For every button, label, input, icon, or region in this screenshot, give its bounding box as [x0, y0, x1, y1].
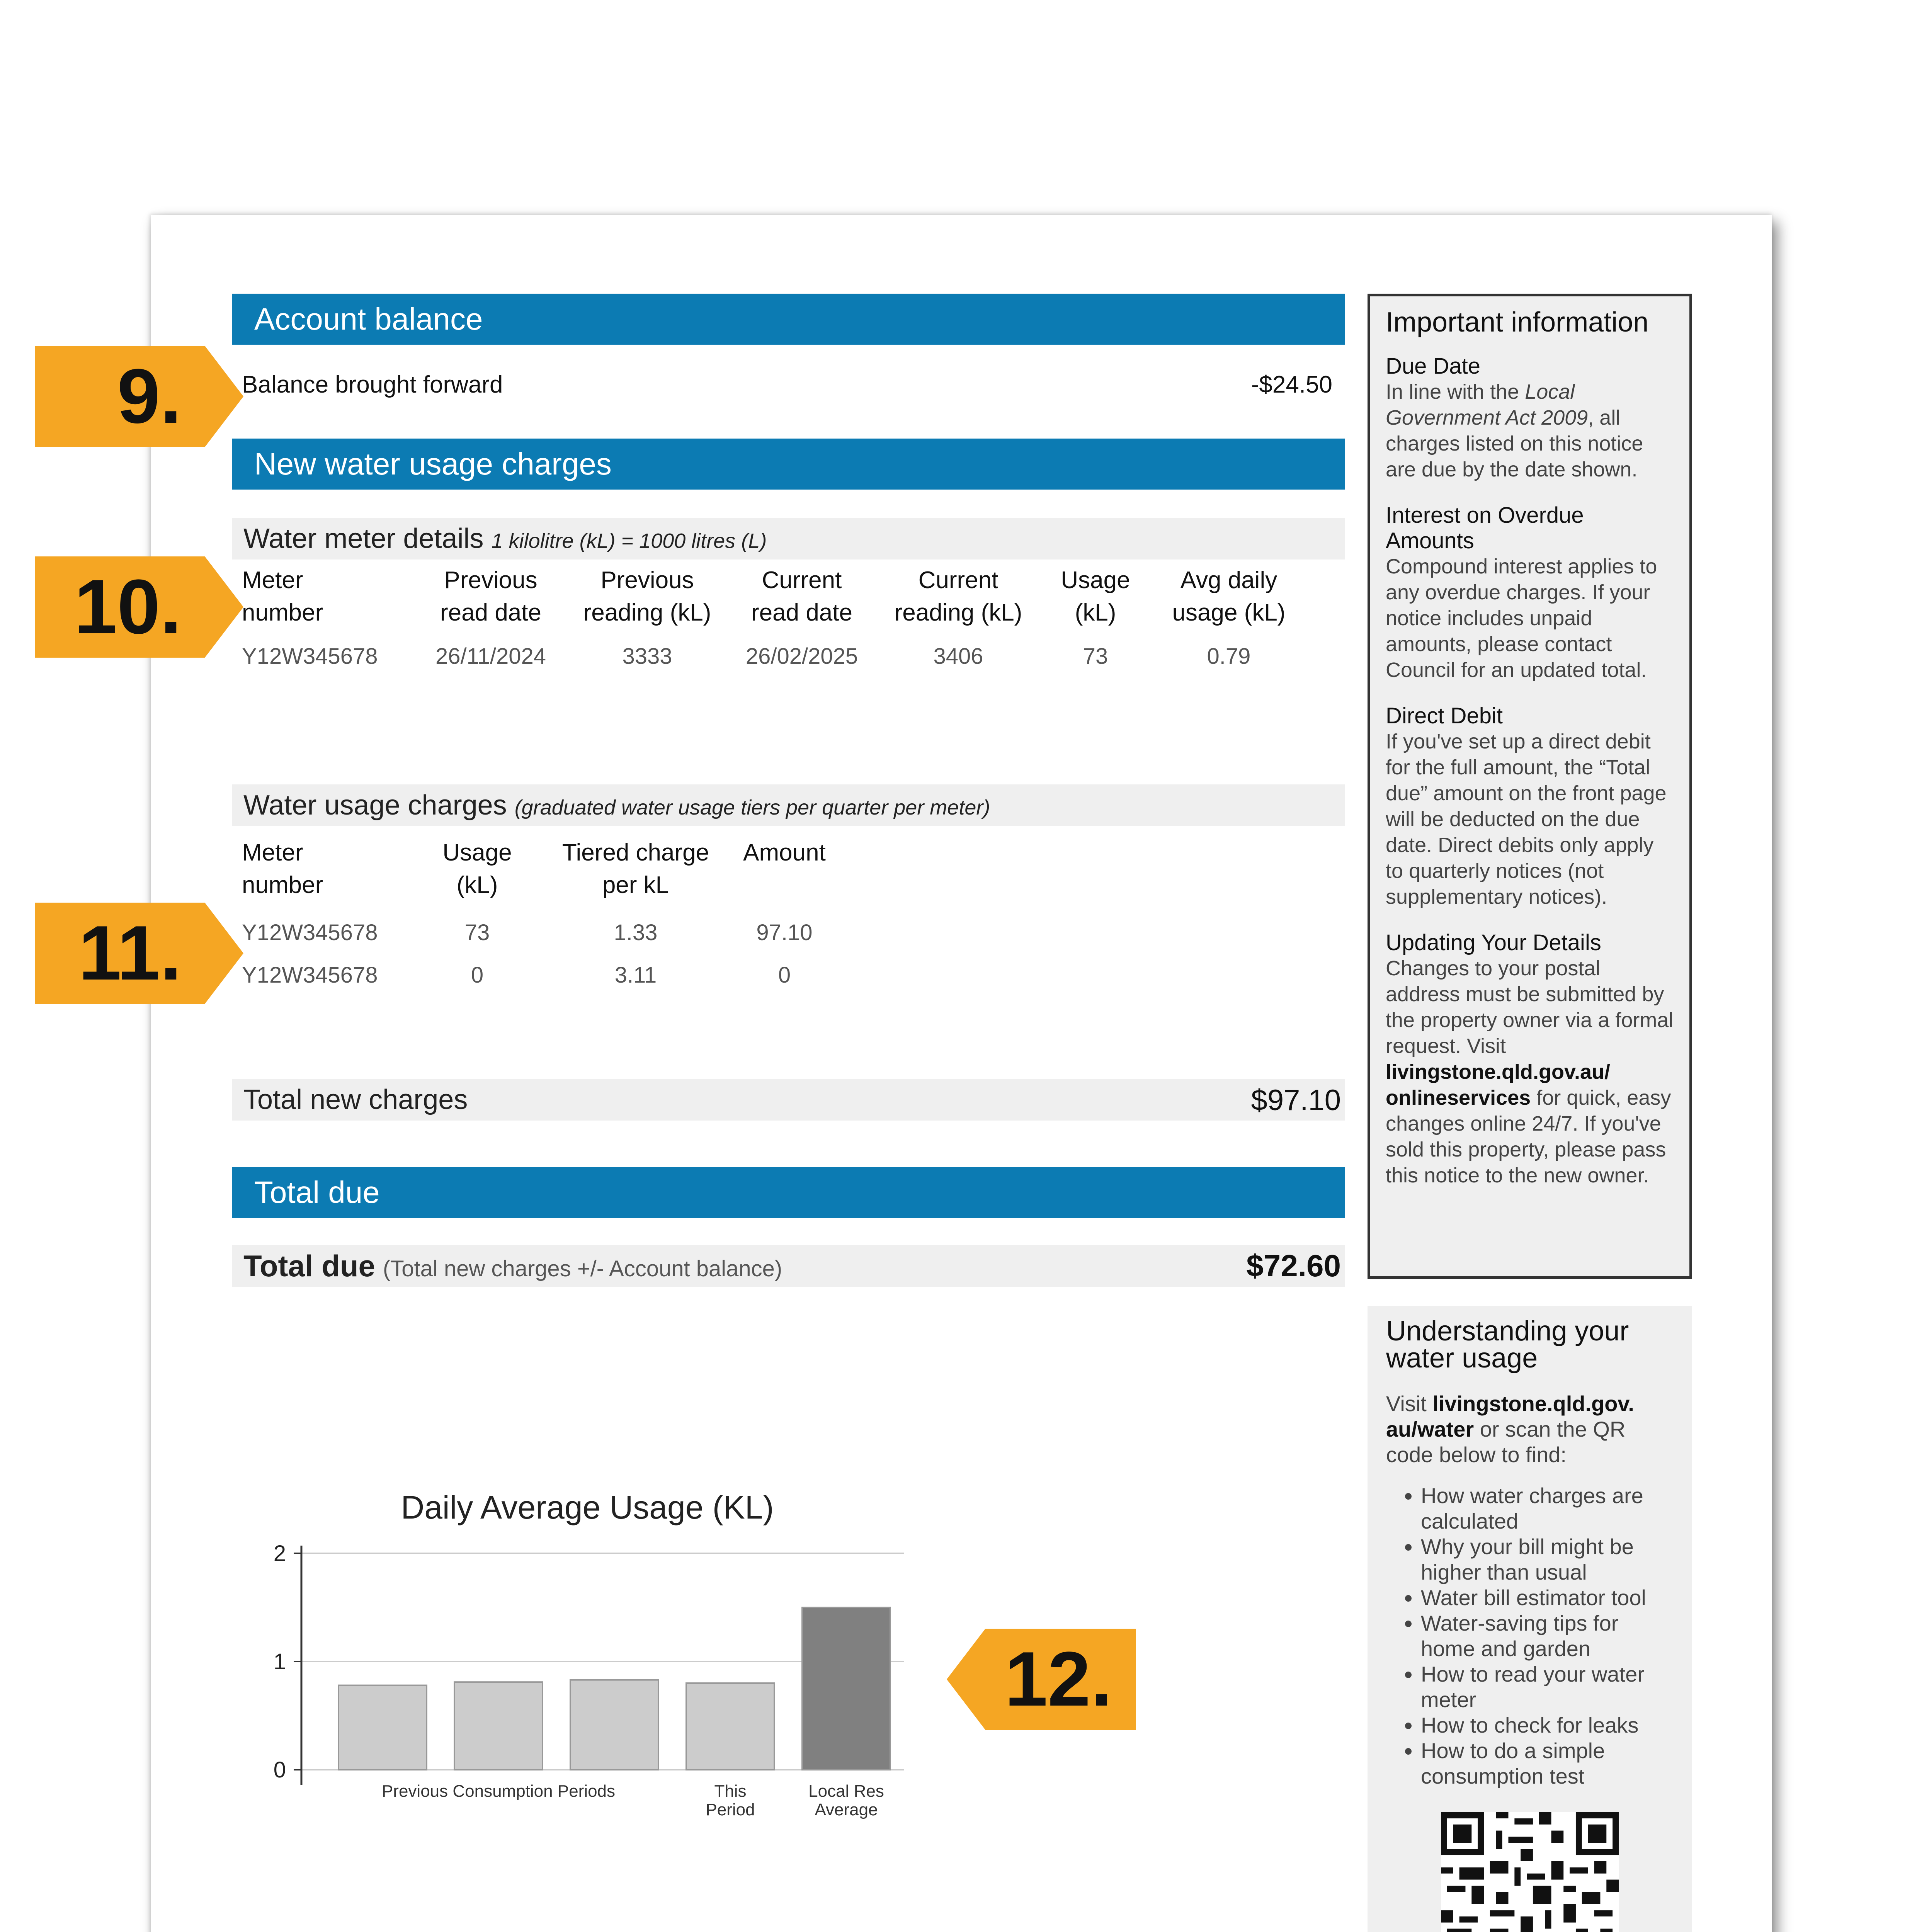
- total-due-bar: [232, 1245, 1345, 1287]
- daily-usage-chart: [247, 1476, 943, 1824]
- meter-details-title: Water meter details: [243, 523, 484, 554]
- understanding-item: • How to do a simple consumption test: [1421, 1738, 1674, 1789]
- qr-code-icon[interactable]: [1441, 1812, 1619, 1932]
- usage-cell-0-1: 73: [464, 920, 490, 945]
- understanding-item: • How to check for leaks: [1421, 1713, 1674, 1738]
- chart-y-ticks: [274, 1541, 301, 1782]
- callout-9: [35, 346, 205, 447]
- meter-cell-3: 26/02/2025: [745, 644, 858, 669]
- callout-10-label: 10.: [74, 564, 182, 650]
- understanding-list: [1386, 1483, 1674, 1789]
- understanding-title: Understanding your water usage: [1386, 1316, 1629, 1374]
- meter-details-bar: [232, 518, 1345, 560]
- usage-header-0: Meter number: [242, 839, 323, 898]
- balance-brought-forward-value: -$24.50: [1251, 371, 1332, 398]
- y-tick-label: 0: [273, 1757, 286, 1782]
- meter-cell-5: 73: [1083, 644, 1108, 669]
- interest-heading: Interest on Overdue Amounts: [1386, 503, 1584, 553]
- understanding-item: • Water bill estimator tool: [1421, 1585, 1674, 1611]
- understanding-item: • Water-saving tips for home and garden: [1421, 1611, 1674, 1662]
- meter-header-2: Previous reading (kL): [583, 567, 711, 626]
- usage-charges-title: Water usage charges: [243, 790, 507, 821]
- usage-cell-1-2: 3.11: [614, 963, 657, 988]
- meter-cell-0: Y12W345678: [242, 644, 378, 669]
- important-info-title: Important information: [1386, 307, 1649, 338]
- chart-title: Daily Average Usage (KL): [401, 1489, 774, 1526]
- meter-header-1: Previous read date: [440, 567, 541, 626]
- callout-12: [947, 1629, 1136, 1730]
- usage-cell-0-0: Y12W345678: [242, 920, 378, 945]
- x-label-0: Previous Consumption Periods: [381, 1782, 616, 1801]
- callout-9-label: 9.: [117, 353, 182, 439]
- updating-details-heading: Updating Your Details: [1386, 930, 1601, 955]
- y-tick-label: 2: [273, 1541, 286, 1566]
- callout-11-label: 11.: [78, 910, 182, 996]
- y-tick-label: 1: [273, 1649, 286, 1674]
- meter-details-note: 1 kilolitre (kL) = 1000 litres (L): [491, 529, 767, 553]
- meter-cell-4: 3406: [933, 644, 983, 669]
- x-label-2: Local Res Average: [808, 1782, 884, 1819]
- meter-header-5: Usage (kL): [1061, 567, 1130, 626]
- interest-text: Compound interest applies to any overdue charges. If your notice includes unpaid amounts, please contact Council for an updated total.: [1386, 555, 1657, 682]
- new-charges-heading: New water usage charges: [232, 439, 1345, 490]
- bar-2: [570, 1680, 658, 1770]
- direct-debit-heading: Direct Debit: [1386, 703, 1503, 728]
- meter-header-6: Avg daily usage (kL): [1172, 567, 1286, 626]
- total-due-value: $72.60: [1246, 1248, 1341, 1283]
- usage-cell-0-2: 1.33: [614, 920, 658, 945]
- bar-3: [686, 1683, 774, 1770]
- meter-cell-1: 26/11/2024: [435, 644, 546, 669]
- understanding-water-usage-panel: [1368, 1306, 1692, 1932]
- usage-cell-1-3: 0: [778, 963, 791, 988]
- callout-12-label: 12.: [1005, 1636, 1112, 1722]
- usage-header-3: Amount: [743, 839, 826, 866]
- updating-details-text: Changes to your postal address must be submitted by the property owner via a formal request. Visit livingstone.qld.gov.au/ onlineservices for quick, easy changes online 24/7. If you've sold this property, please pass this notice to the new owner.: [1386, 957, 1674, 1187]
- usage-charges-note: (graduated water usage tiers per quarter per meter): [514, 796, 990, 819]
- chart-x-labels: [382, 1782, 884, 1819]
- balance-brought-forward-label: Balance brought forward: [242, 371, 503, 398]
- meter-header-0: Meter number: [242, 567, 323, 626]
- understanding-intro: Visit livingstone.qld.gov. au/water or scan the QR code below to find:: [1386, 1391, 1634, 1467]
- usage-header-2: Tiered charge per kL: [562, 839, 709, 898]
- total-new-charges-value: $97.10: [1251, 1084, 1341, 1117]
- due-date-heading: Due Date: [1386, 354, 1481, 379]
- meter-cell-2: 3333: [622, 644, 672, 669]
- callout-11: [35, 903, 205, 1004]
- bar-1: [454, 1682, 543, 1770]
- callout-10: [35, 556, 205, 658]
- chart-bars: [338, 1607, 890, 1770]
- total-new-charges-label: Total new charges: [243, 1084, 468, 1115]
- bar-4: [802, 1607, 890, 1770]
- total-new-charges-bar: [232, 1079, 1345, 1121]
- understanding-item: • How to read your water meter: [1421, 1662, 1674, 1713]
- understanding-item: • How water charges are calculated: [1421, 1483, 1674, 1534]
- due-date-text: In line with the Local Government Act 2009, all charges listed on this notice are due by the date shown.: [1386, 380, 1643, 481]
- usage-cell-1-1: 0: [471, 963, 484, 988]
- total-due-label: Total due: [243, 1249, 375, 1283]
- online-services-link[interactable]: livingstone.qld.gov.au/ onlineservices: [1386, 1060, 1611, 1109]
- account-balance-heading: Account balance: [232, 294, 1345, 345]
- meter-cell-6: 0.79: [1207, 644, 1251, 669]
- meter-header-4: Current reading (kL): [894, 567, 1022, 626]
- important-information-panel: [1368, 294, 1692, 1279]
- direct-debit-text: If you've set up a direct debit for the full amount, the “Total due” amount on the front page will be deducted on the due date. Direct debits only apply to quarterly notices (not supplementary notices).: [1386, 730, 1667, 908]
- usage-cell-1-0: Y12W345678: [242, 963, 378, 988]
- usage-header-1: Usage (kL): [442, 839, 512, 898]
- understanding-item: • Why your bill might be higher than usual: [1421, 1534, 1674, 1585]
- usage-charges-bar: [232, 784, 1345, 826]
- x-label-1: This Period: [706, 1782, 755, 1819]
- water-link[interactable]: livingstone.qld.gov. au/water: [1386, 1391, 1634, 1441]
- meter-header-3: Current read date: [751, 567, 852, 626]
- total-due-note: (Total new charges +/- Account balance): [383, 1256, 782, 1281]
- total-due-heading: Total due: [232, 1167, 1345, 1218]
- usage-cell-0-3: 97.10: [756, 920, 813, 945]
- bar-0: [338, 1685, 427, 1770]
